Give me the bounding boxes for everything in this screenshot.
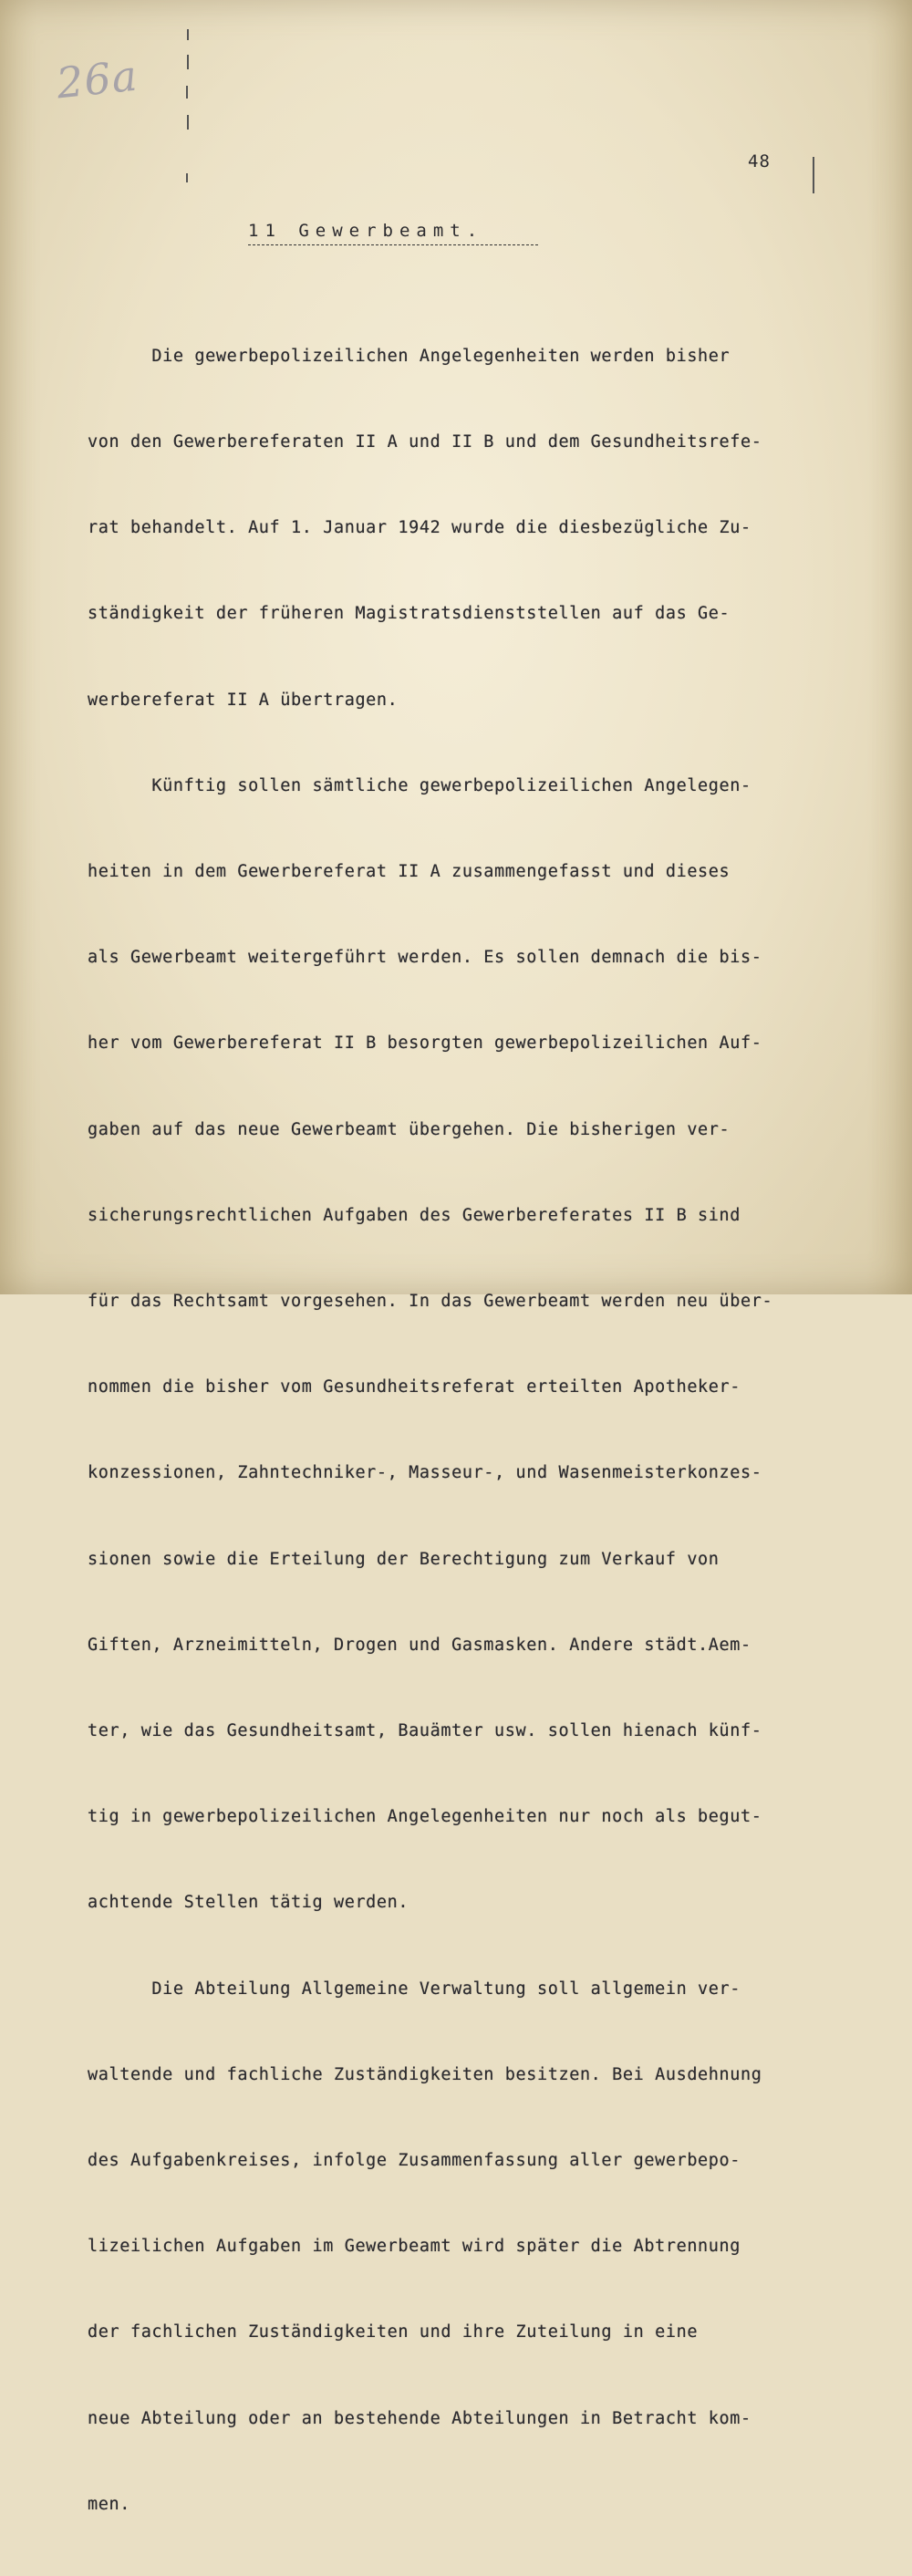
margin-mark <box>187 115 189 130</box>
pencil-annotation: 26a <box>54 50 140 109</box>
text-line: tig in gewerbepolizeilichen Angelegenheiten nur noch als begut- <box>88 1807 762 1827</box>
margin-mark <box>186 173 188 182</box>
text-line: Die gewerbepolizeilichen Angelegenheiten werden bisher <box>88 346 731 366</box>
text-line: Giften, Arzneimitteln, Drogen und Gasmasken. Andere städt.Aem- <box>88 1635 751 1655</box>
text-line: her vom Gewerbereferat II B besorgten gewerbepolizeilichen Auf- <box>88 1034 762 1054</box>
text-line: Künftig sollen sämtliche gewerbepolizeilichen Angelegen- <box>88 775 751 795</box>
text-line: werbereferat II A übertragen. <box>88 690 399 710</box>
text-line: nommen die bisher vom Gesundheitsreferat erteilten Apotheker- <box>88 1377 741 1397</box>
text-line: von den Gewerbereferaten II A und II B und dem Gesundheitsrefe- <box>88 432 762 452</box>
margin-mark <box>186 86 188 99</box>
text-line: Die Abteilung Allgemeine Verwaltung soll allgemein ver- <box>88 1979 741 1999</box>
margin-mark <box>187 29 189 40</box>
body-text <box>88 285 835 2576</box>
text-line: lizeilichen Aufgaben im Gewerbeamt wird später die Abtrennung <box>88 2237 741 2257</box>
text-line: ständigkeit der früheren Magistratsdienststellen auf das Ge- <box>88 604 731 624</box>
text-line: ter, wie das Gesundheitsamt, Bauämter usw. sollen hienach künf- <box>88 1721 762 1741</box>
page-number: 48 <box>748 151 771 171</box>
text-line: sicherungsrechtlichen Aufgaben des Gewerbereferates II B sind <box>88 1205 741 1225</box>
text-line: für das Rechtsamt vorgesehen. In das Gewerbeamt werden neu über- <box>88 1292 773 1312</box>
text-line: waltende und fachliche Zuständigkeiten besitzen. Bei Ausdehnung <box>88 2064 762 2084</box>
text-line: neue Abteilung oder an bestehende Abteilungen in Betracht kom- <box>88 2408 751 2428</box>
text-line: men. <box>88 2494 130 2514</box>
margin-mark <box>813 157 814 193</box>
text-line: heiten in dem Gewerbereferat II A zusammengefasst und dieses <box>88 862 731 882</box>
text-line: rat behandelt. Auf 1. Januar 1942 wurde die diesbezügliche Zu- <box>88 518 751 538</box>
text-line: als Gewerbeamt weitergeführt werden. Es sollen demnach die bis- <box>88 948 762 968</box>
text-line: achtende Stellen tätig werden. <box>88 1893 409 1913</box>
margin-mark <box>187 55 189 69</box>
text-line: sionen sowie die Erteilung der Berechtigung zum Verkauf von <box>88 1549 720 1569</box>
text-line: des Aufgabenkreises, infolge Zusammenfassung aller gewerbepo- <box>88 2151 741 2171</box>
text-line: der fachlichen Zuständigkeiten und ihre Zuteilung in eine <box>88 2322 699 2342</box>
heading-underline <box>248 244 538 245</box>
text-line: gaben auf das neue Gewerbeamt übergehen. Die bisherigen ver- <box>88 1119 731 1139</box>
text-line: konzessionen, Zahntechniker-, Masseur-, und Wasenmeisterkonzes- <box>88 1463 762 1483</box>
section-heading: 11 Gewerbeamt. <box>248 221 484 241</box>
